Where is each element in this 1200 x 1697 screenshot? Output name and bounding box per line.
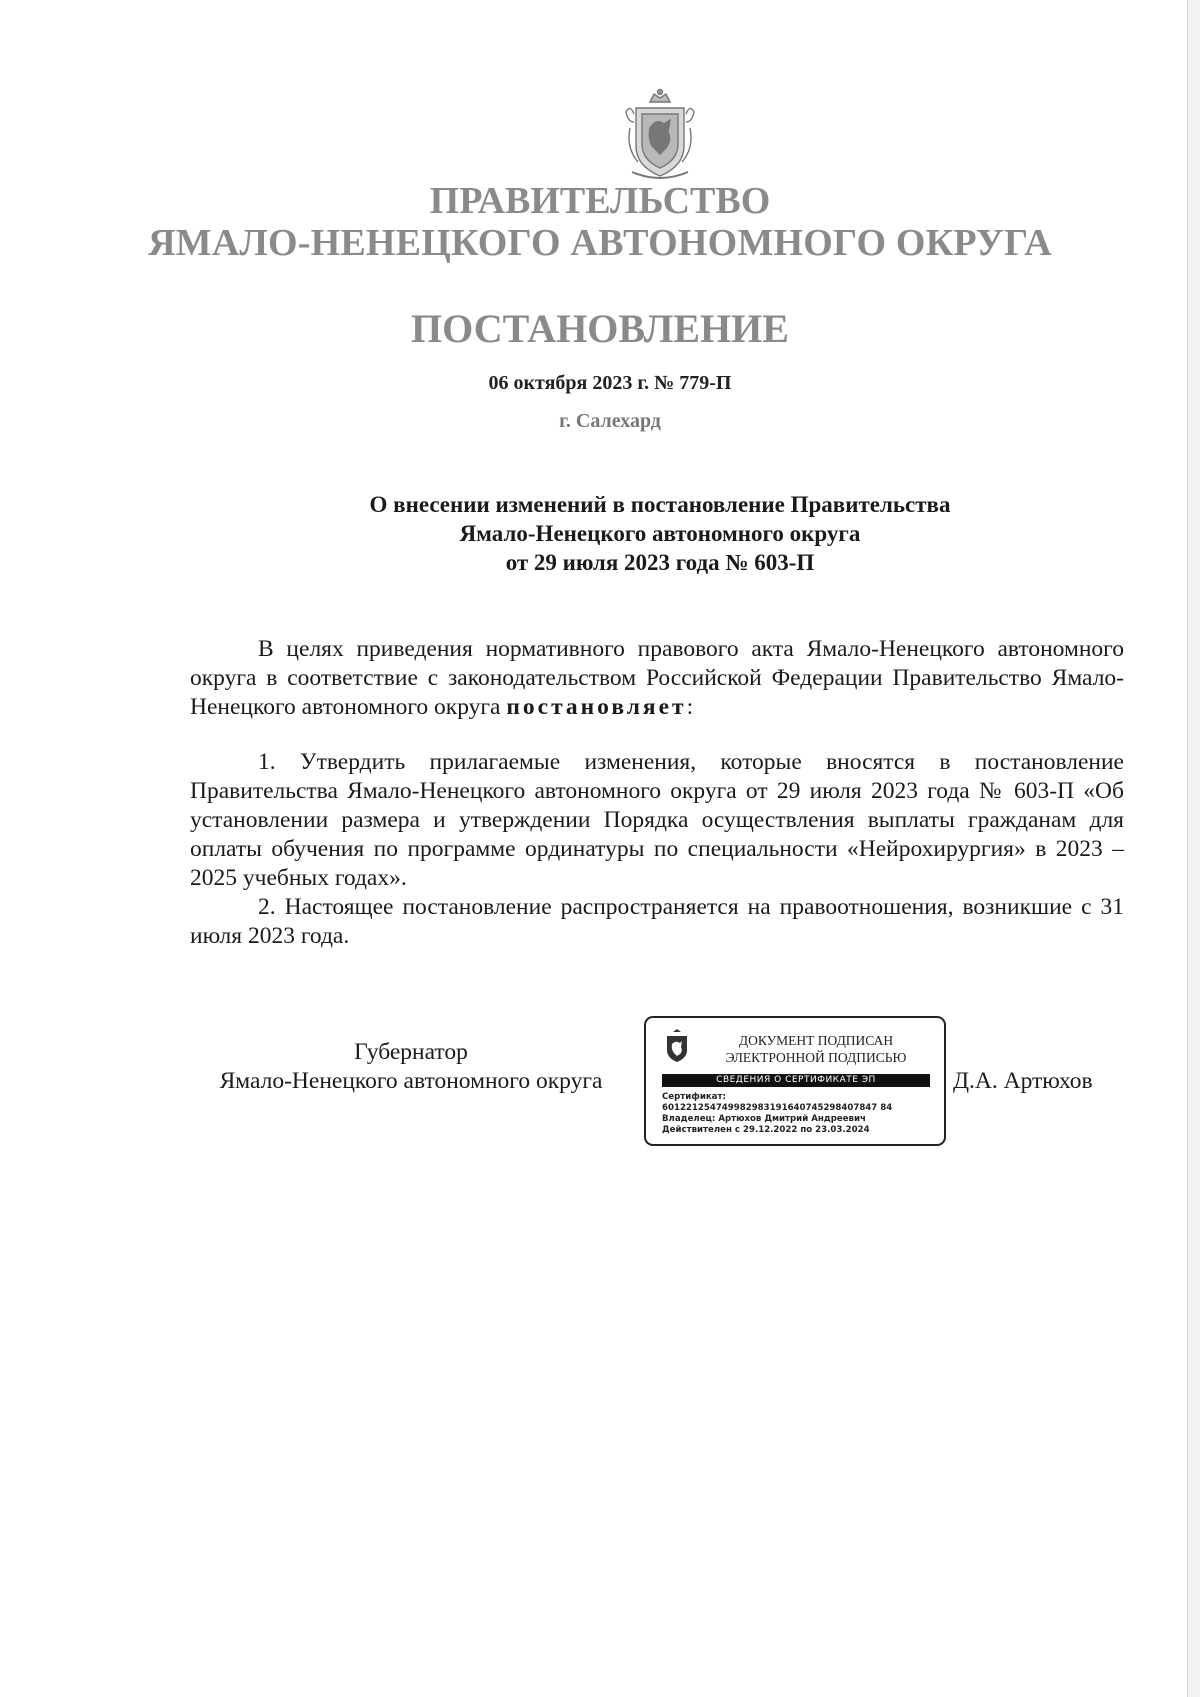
document-city: г. Салехард bbox=[559, 410, 661, 432]
signatory-position-line2: Ямало-Ненецкого автономного округа bbox=[219, 1068, 603, 1094]
stamp-title-line1: ДОКУМЕНТ ПОДПИСАН bbox=[738, 1033, 894, 1048]
stamp-valid: Действителен с 29.12.2022 по 23.03.2024 bbox=[662, 1125, 870, 1135]
signatory-position-line1: Губернатор bbox=[354, 1039, 468, 1065]
subject-line1: О внесении изменений в постановление Правительства bbox=[369, 492, 951, 517]
document-date-number: 06 октября 2023 г. № 779-П bbox=[488, 372, 732, 394]
electronic-signature-stamp bbox=[644, 1016, 946, 1146]
stamp-title bbox=[696, 1032, 936, 1066]
stamp-cert-number: 601221254749982983191640745298407847 84 bbox=[662, 1103, 893, 1113]
stamp-certificate-bar: СВЕДЕНИЯ О СЕРТИФИКАТЕ ЭП bbox=[662, 1074, 930, 1087]
stamp-cert-label: Сертификат: bbox=[662, 1092, 726, 1102]
signatory-name: Д.А. Артюхов bbox=[953, 1068, 1093, 1094]
government-title-line2: ЯМАЛО-НЕНЕЦКОГО АВТОНОМНОГО ОКРУГА bbox=[148, 222, 1052, 264]
stamp-certificate-info bbox=[662, 1092, 942, 1136]
government-title bbox=[0, 180, 1200, 264]
resolution-item-2: 2. Настоящее постановление распространяется на правоотношения, возникшие с 31 июля 2023 года. bbox=[190, 894, 1124, 949]
stamp-owner: Владелец: Артюхов Дмитрий Андреевич bbox=[662, 1114, 866, 1124]
preamble-verb: постановляет bbox=[506, 694, 687, 720]
stamp-title-line2: ЭЛЕКТРОННОЙ ПОДПИСЬЮ bbox=[725, 1050, 907, 1065]
preamble-paragraph bbox=[190, 635, 1124, 722]
resolution-items bbox=[190, 748, 1124, 951]
preamble-text: В целях приведения нормативного правового акта Ямало-Ненецкого автономного округа в соответствие с законодательством Российской Федерации Правительство Ямало-Ненецкого автономного округа bbox=[190, 636, 1124, 720]
resolution-item-1: 1. Утвердить прилагаемые изменения, которые вносятся в постановление Правительства Ямало-Ненецкого автономного округа от 29 июля 2023 года № 603-П «Об установлении размера и утверждении Порядка осуществления выплаты гражданам для оплаты обучения по программе ординатуры по специальности «Нейрохирургия» в 2023 – 2025 учебных годах». bbox=[190, 749, 1124, 891]
document-type-heading: ПОСТАНОВЛЕНИЕ bbox=[411, 306, 789, 351]
coat-of-arms-emblem bbox=[622, 88, 698, 184]
preamble-colon: : bbox=[686, 694, 694, 720]
signatory-position bbox=[186, 1038, 636, 1096]
government-title-line1: ПРАВИТЕЛЬСТВО bbox=[429, 180, 771, 222]
subject-line3: от 29 июля 2023 года № 603-П bbox=[505, 550, 815, 575]
document-subject bbox=[190, 490, 1130, 577]
stamp-emblem-icon bbox=[662, 1028, 692, 1064]
subject-line2: Ямало-Ненецкого автономного округа bbox=[459, 521, 861, 546]
